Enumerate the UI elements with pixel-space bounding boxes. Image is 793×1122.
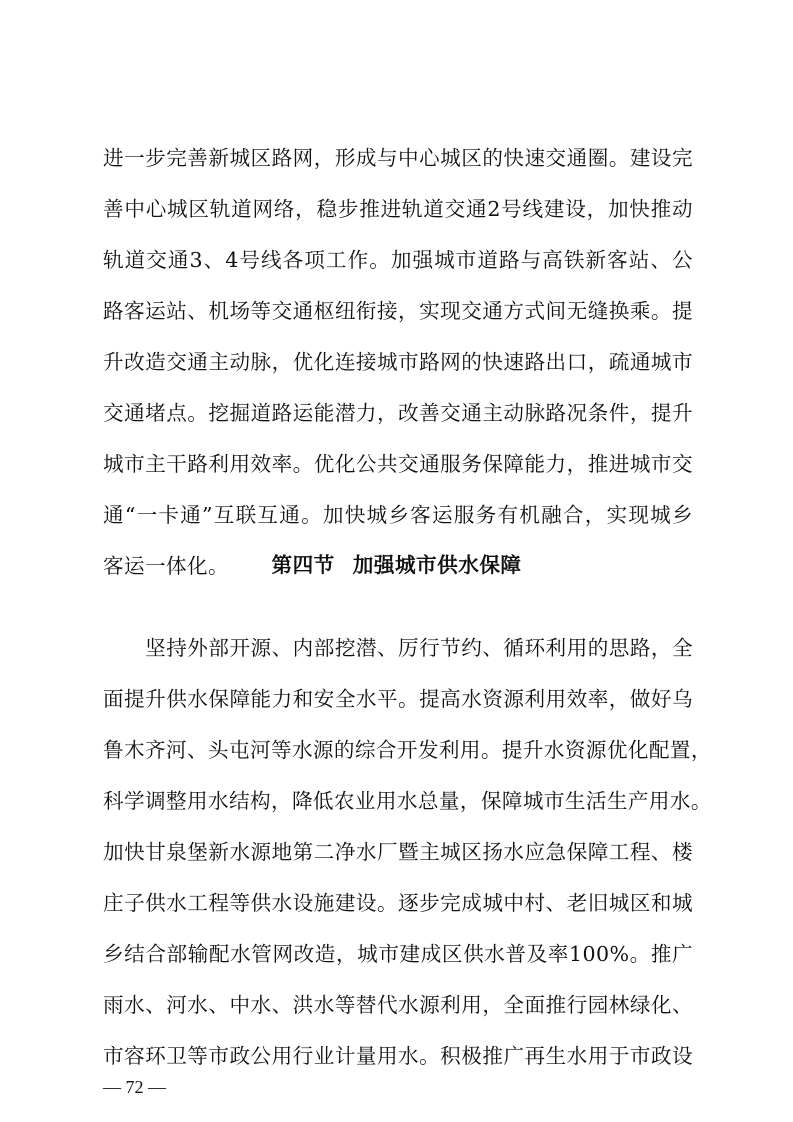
paragraph-1-line: 城市主干路利用效率。优化公共交通服务保障能力，推进城市交	[103, 452, 693, 476]
paragraph-2-line: 乡结合部输配水管网改造，城市建成区供水普及率100%。推广	[103, 942, 693, 966]
section-heading	[0, 545, 793, 585]
paragraph-1-line: 进一步完善新城区路网，形成与中心城区的快速交通圈。建设完	[103, 146, 693, 170]
paragraph-1-line: 路客运站、机场等交通枢纽衔接，实现交通方式间无缝换乘。提	[103, 299, 693, 323]
paragraph-1-line: 轨道交通3、4号线各项工作。加强城市道路与高铁新客站、公	[103, 248, 693, 272]
section-title: 加强城市供水保障	[352, 553, 522, 577]
paragraph-1-line: 通“一卡通”互联互通。加快城乡客运服务有机融合，实现城乡	[103, 503, 693, 527]
paragraph-2-line: 坚持外部开源、内部挖潜、厉行节约、循环利用的思路，全	[103, 636, 693, 660]
page-number: — 72 —	[103, 1077, 166, 1097]
paragraph-2-line: 科学调整用水结构，降低农业用水总量，保障城市生活生产用水。	[103, 789, 712, 813]
paragraph-2-line: 加快甘泉堡新水源地第二净水厂暨主城区扬水应急保障工程、楼	[103, 840, 693, 864]
paragraph-2-line: 雨水、河水、中水、洪水等替代水源利用，全面推行园林绿化、	[103, 993, 693, 1017]
paragraph-1-line: 善中心城区轨道网络，稳步推进轨道交通2号线建设，加快推动	[103, 197, 693, 221]
paragraph-2-line: 鲁木齐河、头屯河等水源的综合开发利用。提升水资源优化配置，	[103, 738, 712, 762]
paragraph-2-line: 市容环卫等市政公用行业计量用水。积极推广再生水用于市政设	[103, 1044, 693, 1068]
paragraph-2-line: 面提升供水保障能力和安全水平。提高水资源利用效率，做好乌	[103, 687, 693, 711]
paragraph-1-line: 升改造交通主动脉，优化连接城市路网的快速路出口，疏通城市	[103, 350, 693, 374]
section-number: 第四节	[271, 553, 335, 577]
paragraph-1-line: 交通堵点。挖掘道路运能潜力，改善交通主动脉路况条件，提升	[103, 401, 693, 425]
paragraph-2-line: 庄子供水工程等供水设施建设。逐步完成城中村、老旧城区和城	[103, 891, 693, 915]
paragraph-1-line: 客运一体化。	[103, 554, 229, 578]
